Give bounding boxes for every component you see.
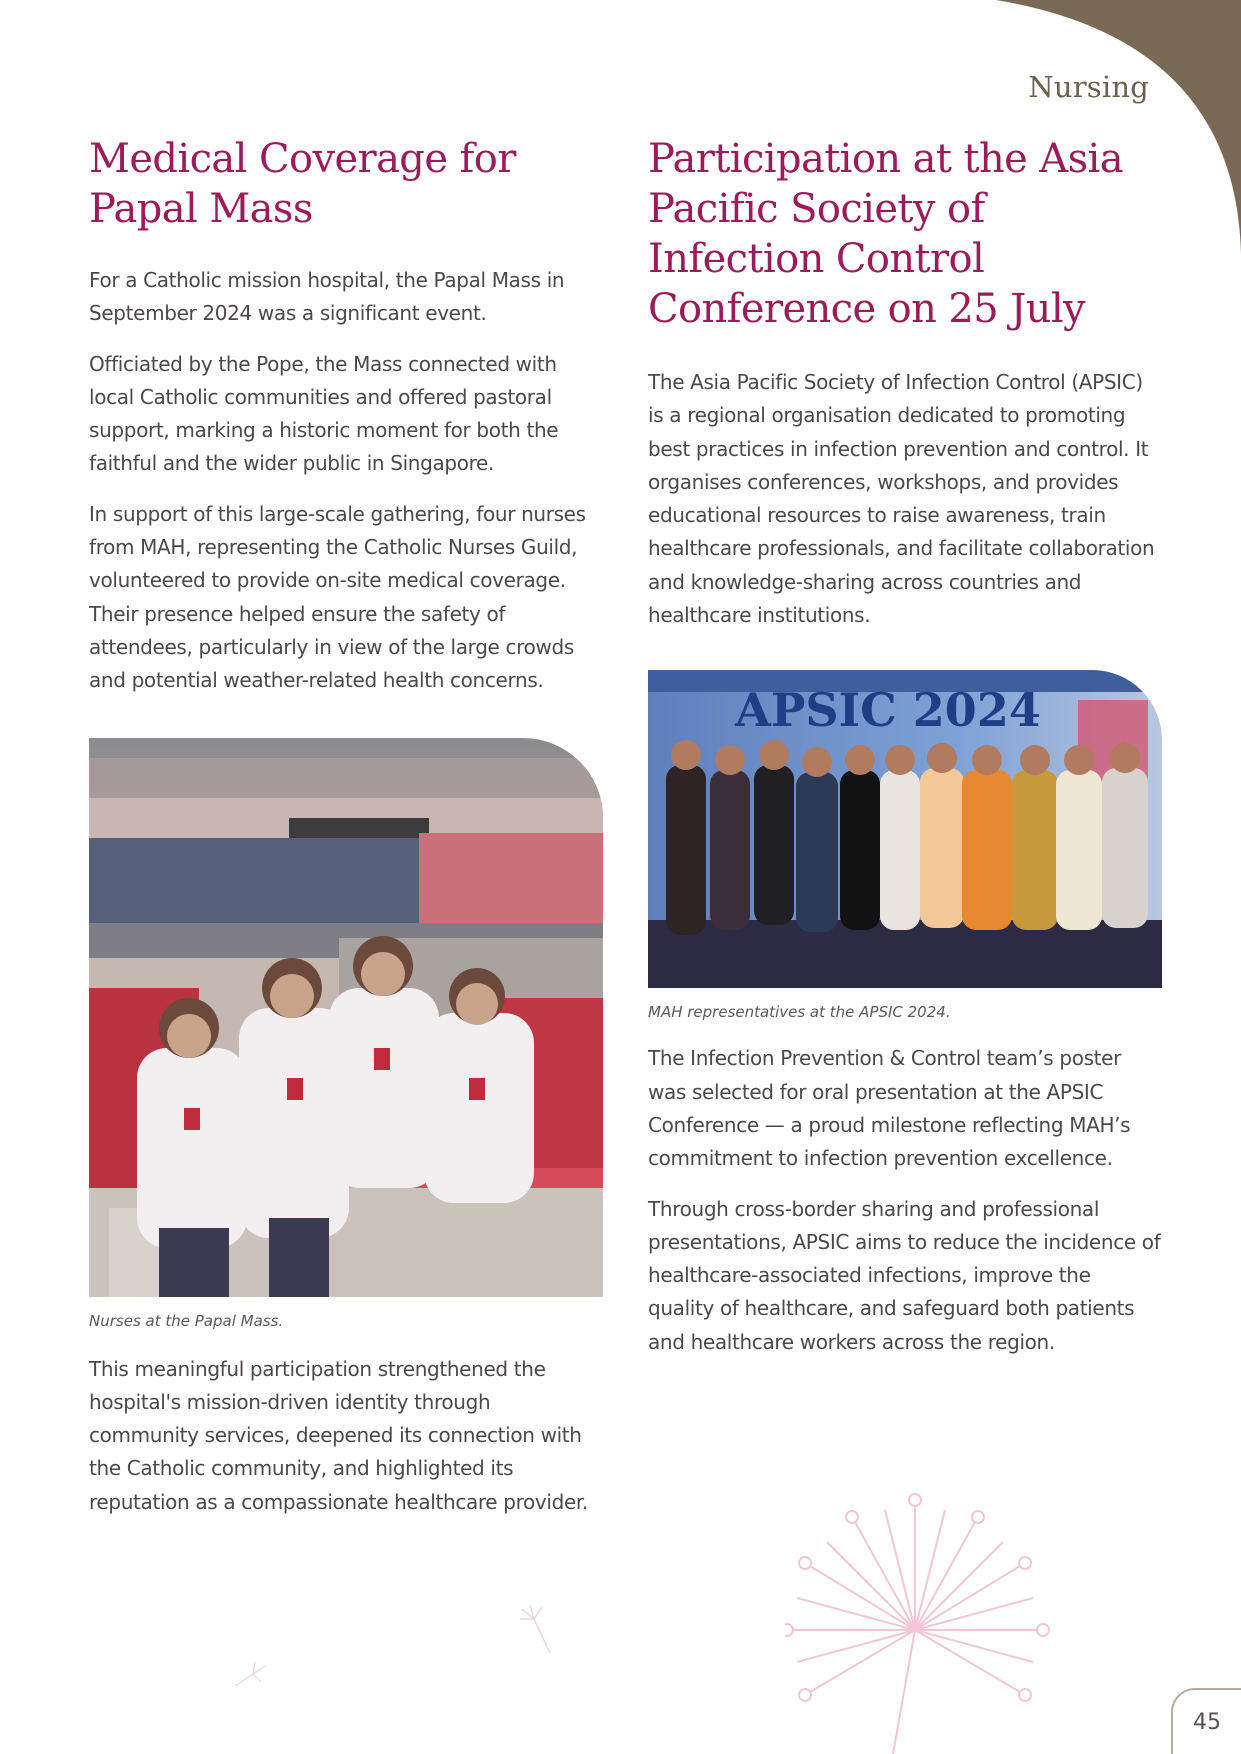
apsic-banner-text: APSIC 2024	[735, 683, 1041, 738]
section-label: Nursing	[1028, 70, 1149, 104]
left-column	[89, 134, 603, 1536]
left-paragraph-1: For a Catholic mission hospital, the Papal Mass in September 2024 was a significant event.	[89, 268, 565, 326]
apsic-photo	[648, 670, 1162, 988]
left-photo-caption: Nurses at the Papal Mass.	[89, 1311, 284, 1330]
seed-icon	[235, 1660, 269, 1690]
right-intro-paragraph: The Asia Pacific Society of Infection Control (APSIC) is a regional organisation dedicated to promoting best practices in infection prevention and control. It organises conferences, workshops, and provides educational resources to raise awareness, train healthcare professionals, and facilitate collaboration and knowledge-sharing across countries and healthcare institutions.	[648, 370, 1155, 628]
dandelion-icon	[785, 1490, 1085, 1754]
page-number: 45	[1171, 1688, 1241, 1754]
left-closing-paragraph: This meaningful participation strengthened the hospital's mission-driven identity through community services, deepened its connection with the Catholic community, and highlighted its reputation as a compassionate healthcare provider.	[89, 1356, 588, 1514]
right-column	[648, 134, 1162, 1376]
left-title: Medical Coverage for Papal Mass	[89, 136, 516, 232]
right-photo-caption: MAH representatives at the APSIC 2024.	[648, 1003, 951, 1022]
left-paragraph-3: In support of this large-scale gathering, four nurses from MAH, representing the Catholic Nurses Guild, volunteered to provide on-site medical coverage. Their presence helped ensure the safety of attendees, particularly in view of the large crowds and potential weather-related health concerns.	[89, 501, 586, 693]
right-paragraph-2: Through cross-border sharing and professional presentations, APSIC aims to reduce the incidence of healthcare-associated infections, improve the quality of healthcare, and safeguard both patients and healthcare workers across the region.	[648, 1196, 1161, 1354]
right-title: Participation at the Asia Pacific Society of Infection Control Conference on 25 July	[648, 136, 1123, 332]
papal-mass-photo	[89, 738, 603, 1297]
right-paragraph-1: The Infection Prevention & Control team’s poster was selected for oral presentation at the APSIC Conference — a proud milestone reflecting MAH’s commitment to infection prevention excellence.	[648, 1046, 1131, 1171]
seed-icon	[520, 1605, 560, 1655]
left-paragraph-2: Officiated by the Pope, the Mass connected with local Catholic communities and offered pastoral support, marking a historic moment for both the faithful and the wider public in Singapore.	[89, 351, 559, 476]
